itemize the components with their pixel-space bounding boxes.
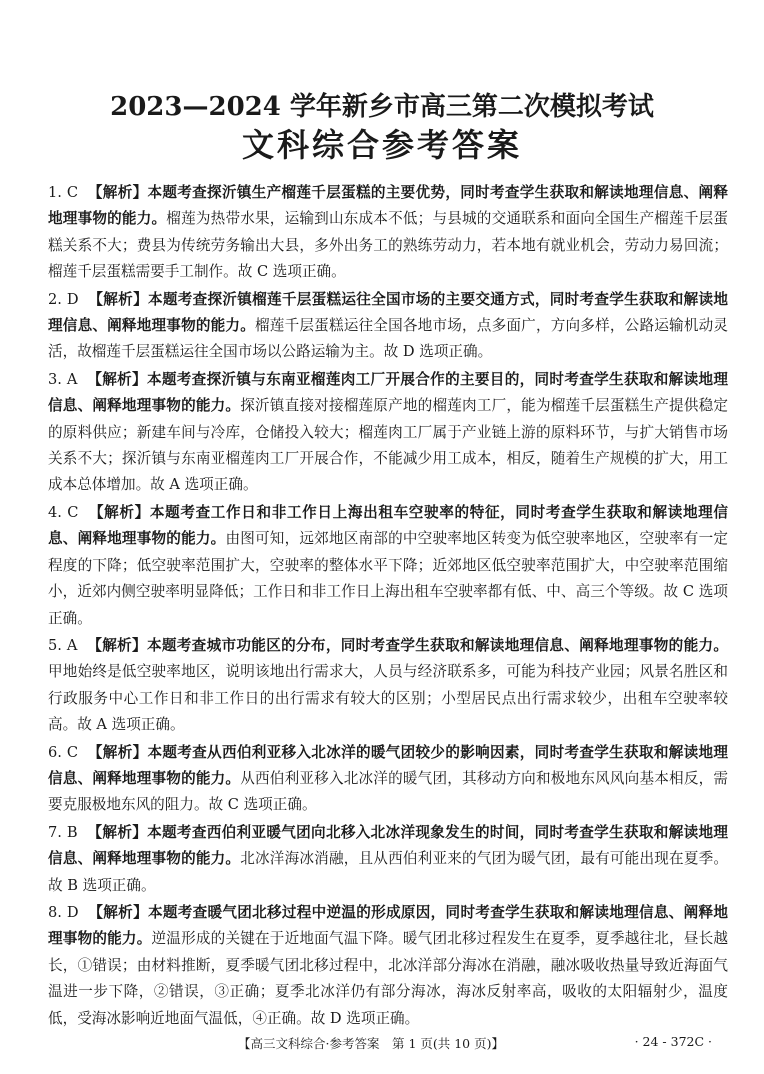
- answer-number: 3. A: [48, 370, 78, 388]
- analysis-body: 逆温形成的关键在于近地面气温下降。暖气团北移过程发生在夏季，夏季越往北，昼长越长，①错误；由材料推断，夏季暖气团北移过程中，北冰洋部分海冰在消融，融冰吸收热量导致近海面气温进一步下降，②错误，③正确；夏季北冰洋仍有部分海冰，海冰反射率高，吸收的太阳辐射少，温度低，受海冰影响近地面气温低，④正确。故 D 选项正确。: [48, 930, 728, 1027]
- analysis-highlight: 本题考查西伯利亚暖气团向北移入北冰洋现象发生的时间，同时考查学生获取和解读地理信息、阐释地理事物的能力。: [48, 823, 728, 868]
- analysis-highlight: 本题考查从西伯利亚移入北冰洋的暖气团较少的影响因素，同时考查学生获取和解读地理信息、阐释地理事物的能力。: [48, 743, 728, 787]
- analysis-body: 探沂镇直接对接榴莲原产地的榴莲肉工厂，能为榴莲千层蛋糕生产提供稳定的原料供应；新建车间与冷库，仓储投入较大；榴莲肉工厂属于产业链上游的原料环节，与扩大销售市场关系不大；探沂镇与东南亚榴莲肉工厂开展合作，不能减少用工成本，相反，随着生产规模的扩大，用工成本总体增加。故 A 选项正确。: [48, 397, 728, 494]
- answer-number: 5. A: [48, 636, 78, 654]
- analysis-label: 【解析】: [87, 636, 147, 654]
- answer-number: 6. C: [48, 743, 79, 761]
- exam-title: 2023—2024 学年新乡市高三第二次模拟考试: [110, 92, 654, 122]
- analysis-label: 【解析】: [88, 903, 148, 921]
- analysis-body: 由图可知，远郊地区南部的中空驶率地区转变为低空驶率地区，空驶率有一定程度的下降；低空驶率范围扩大，空驶率的整体水平下降；近郊地区低空驶率范围扩大，中空驶率范围缩小，近郊内侧空驶率明显降低；工作日和非工作日上海出租车空驶率都有低、中、高三个等级。故 C 选项正确。: [48, 530, 728, 627]
- analysis-highlight: 本题考查工作日和非工作日上海出租车空驶率的特征，同时考查学生获取和解读地理信息、阐释地理事物的能力。: [48, 503, 728, 548]
- analysis-label: 【解析】: [87, 823, 148, 841]
- answer-number: 8. D: [48, 903, 79, 921]
- analysis-highlight: 本题考查暖气团北移过程中逆温的形成原因，同时考查学生获取和解读地理信息、阐释地理事物的能力。: [48, 903, 728, 948]
- analysis-label: 【解析】: [87, 370, 147, 388]
- analysis-label: 【解析】: [88, 503, 150, 521]
- analysis-highlight: 本题考查探沂镇生产榴莲千层蛋糕的主要优势，同时考查学生获取和解读地理信息、阐释地理事物的能力。: [48, 184, 728, 228]
- answer-number: 2. D: [48, 290, 79, 308]
- answer-item-4: [48, 500, 728, 632]
- analysis-body: 榴莲为热带水果，运输到山东成本不低；与县城的交通联系和面向全国生产榴莲千层蛋糕关系不大；费县为传统劳务输出大县，多外出务工的熟练劳动力，若本地有就业机会，劳动力易回流；榴莲千层蛋糕需要手工制作。故 C 选项正确。: [48, 210, 728, 281]
- footer-page-info: 【高三文科综合·参考答案 第 1 页(共 10 页)】: [238, 1036, 504, 1051]
- analysis-highlight: 本题考查探沂镇榴莲千层蛋糕运往全国市场的主要交通方式，同时考查学生获取和解读地理信息、阐释地理事物的能力。: [48, 290, 728, 335]
- answer-number: 7. B: [48, 823, 78, 841]
- answer-item-6: [48, 740, 728, 819]
- analysis-body: 榴莲千层蛋糕运往全国各地市场，点多面广，方向多样，公路运输机动灵活，故榴莲千层蛋糕运往全国市场以公路运输为主。故 D 选项正确。: [48, 317, 728, 361]
- footer-code: · 24 - 372C ·: [634, 1034, 712, 1049]
- analysis-label: 【解析】: [87, 743, 148, 761]
- answer-item-7: [48, 820, 728, 899]
- answer-item-3: [48, 367, 728, 499]
- analysis-label: 【解析】: [88, 290, 148, 308]
- answer-item-2: [48, 287, 728, 366]
- answer-item-5: [48, 633, 728, 739]
- analysis-body: 北冰洋海冰消融，且从西伯利亚来的气团为暖气团，最有可能出现在夏季。故 B 选项正确。: [48, 850, 728, 894]
- analysis-body: 甲地始终是低空驶率地区，说明该地出行需求大，人员与经济联系多，可能为科技产业园；风景名胜区和行政服务中心工作日和非工作日的出行需求有较大的区别；小型居民点出行需求较少，出租车空驶率较高。故 A 选项正确。: [48, 663, 728, 734]
- analysis-body: 从西伯利亚移入北冰洋的暖气团，其移动方向和极地东风风向基本相反，需要克服极地东风的阻力。故 C 选项正确。: [48, 769, 728, 814]
- document-subtitle: 文科综合参考答案: [241, 126, 522, 164]
- answer-item-8: [48, 900, 728, 1032]
- analysis-highlight: 本题考查探沂镇与东南亚榴莲肉工厂开展合作的主要目的，同时考查学生获取和解读地理信息、阐释地理事物的能力。: [48, 370, 728, 415]
- answer-list: [48, 180, 728, 1032]
- answer-number: 1. C: [48, 184, 79, 201]
- analysis-highlight: 本题考查城市功能区的分布，同时考查学生获取和解读地理信息、阐释地理事物的能力。: [146, 636, 728, 654]
- answer-item-1: [48, 180, 728, 286]
- answer-number: 4. C: [48, 503, 79, 521]
- analysis-label: 【解析】: [87, 184, 148, 201]
